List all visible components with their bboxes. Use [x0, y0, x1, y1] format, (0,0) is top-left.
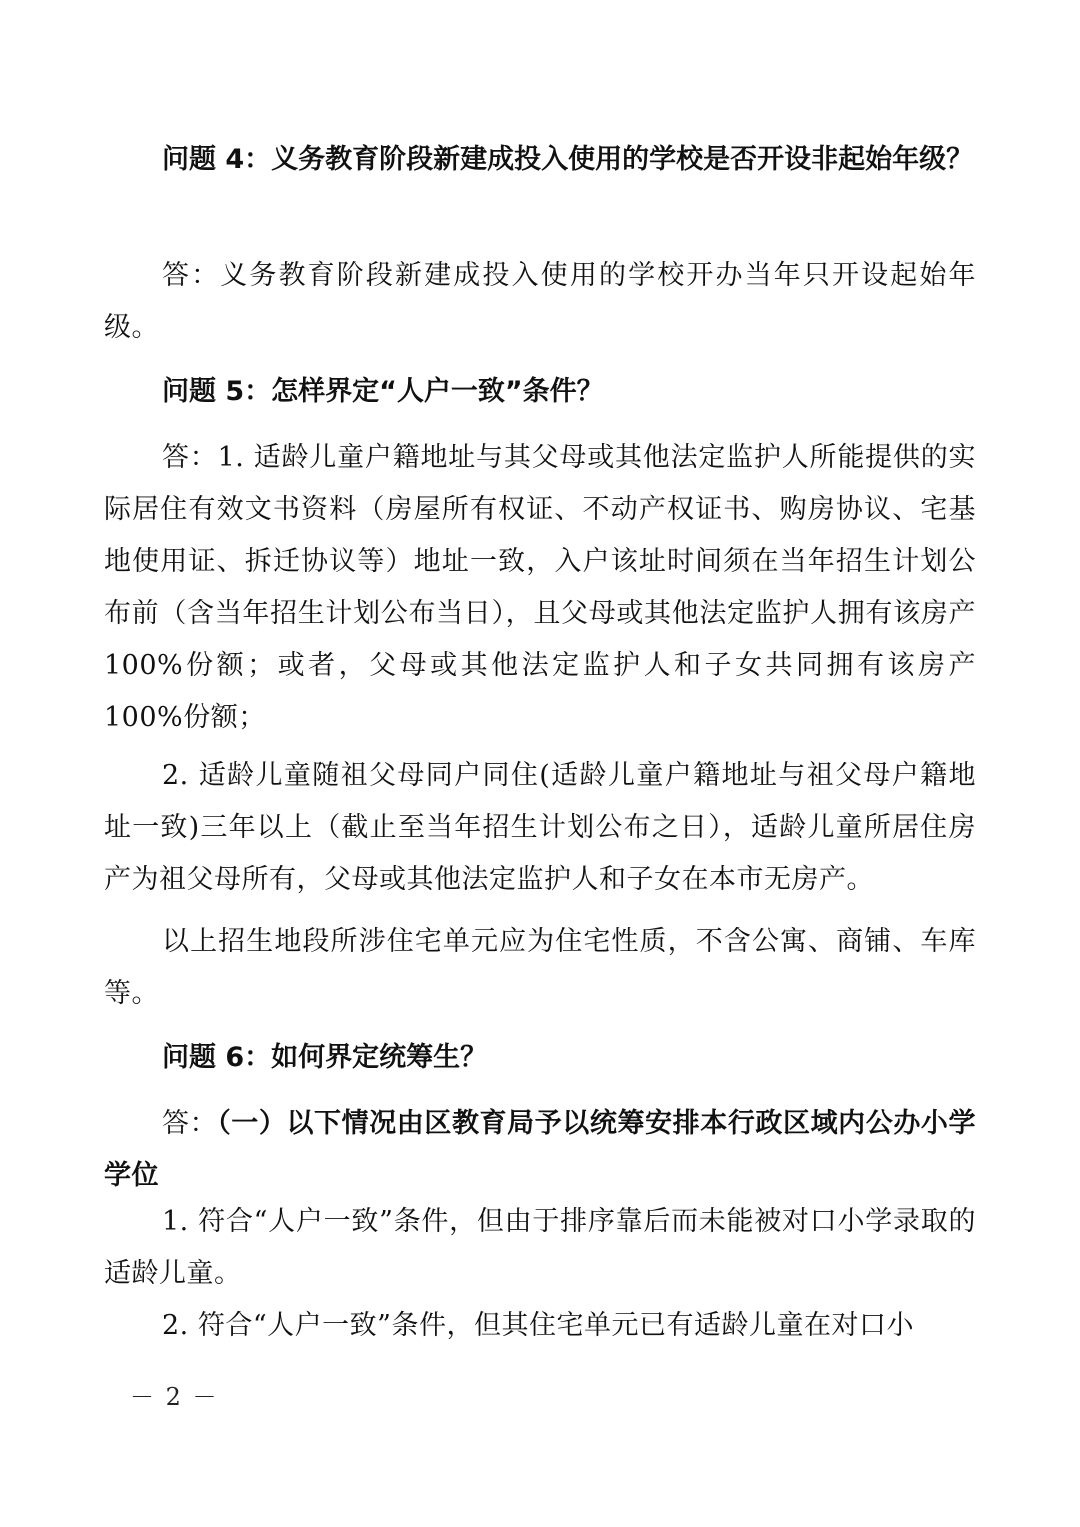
question-4: 问题 4：义务教育阶段新建成投入使用的学校是否开设非起始年级？ [162, 144, 974, 175]
answer-4: 答：义务教育阶段新建成投入使用的学校开办当年只开设起始年级。 [104, 260, 976, 343]
answer-6-item-1: 1. 符合“人户一致”条件，但由于排序靠后而未能被对口小学录取的适龄儿童。 [104, 1206, 976, 1289]
answer-5-item-1: 答：1. 适龄儿童户籍地址与其父母或其他法定监护人所能提供的实际居住有效文书资料（房屋所有权证、不动产权证书、购房协议、宅基地使用证、拆迁协议等）地址一致，入户该址时间须在当年招生计划公布前（含当年招生计划公布当日），且父母或其他法定监护人拥有该房产 100%份额；或者，父母或其他法定监护人和子女共同拥有该房产 100%份额； [104, 442, 976, 733]
answer-5-note: 以上招生地段所涉住宅单元应为住宅性质，不含公寓、商铺、车库等。 [104, 926, 976, 1009]
answer-6-lead: 答： [162, 1108, 218, 1139]
answer-6-heading [104, 1098, 976, 1202]
answer-5-item-2: 2. 适龄儿童随祖父母同户同住(适龄儿童户籍地址与祖父母户籍地址一致)三年以上（截止至当年招生计划公布之日），适龄儿童所居住房产为祖父母所有，父母或其他法定监护人和子女在本市无房产。 [104, 760, 976, 895]
answer-6-item-2: 2. 符合“人户一致”条件，但其住宅单元已有适龄儿童在对口小 [162, 1310, 914, 1341]
page-number: － 2 － [130, 1383, 219, 1411]
question-5: 问题 5：怎样界定“人户一致”条件？ [162, 376, 604, 407]
answer-6-heading-text: （一）以下情况由区教育局予以统筹安排本行政区域内公办小学学位 [104, 1108, 977, 1191]
question-6: 问题 6：如何界定统筹生？ [162, 1042, 488, 1073]
